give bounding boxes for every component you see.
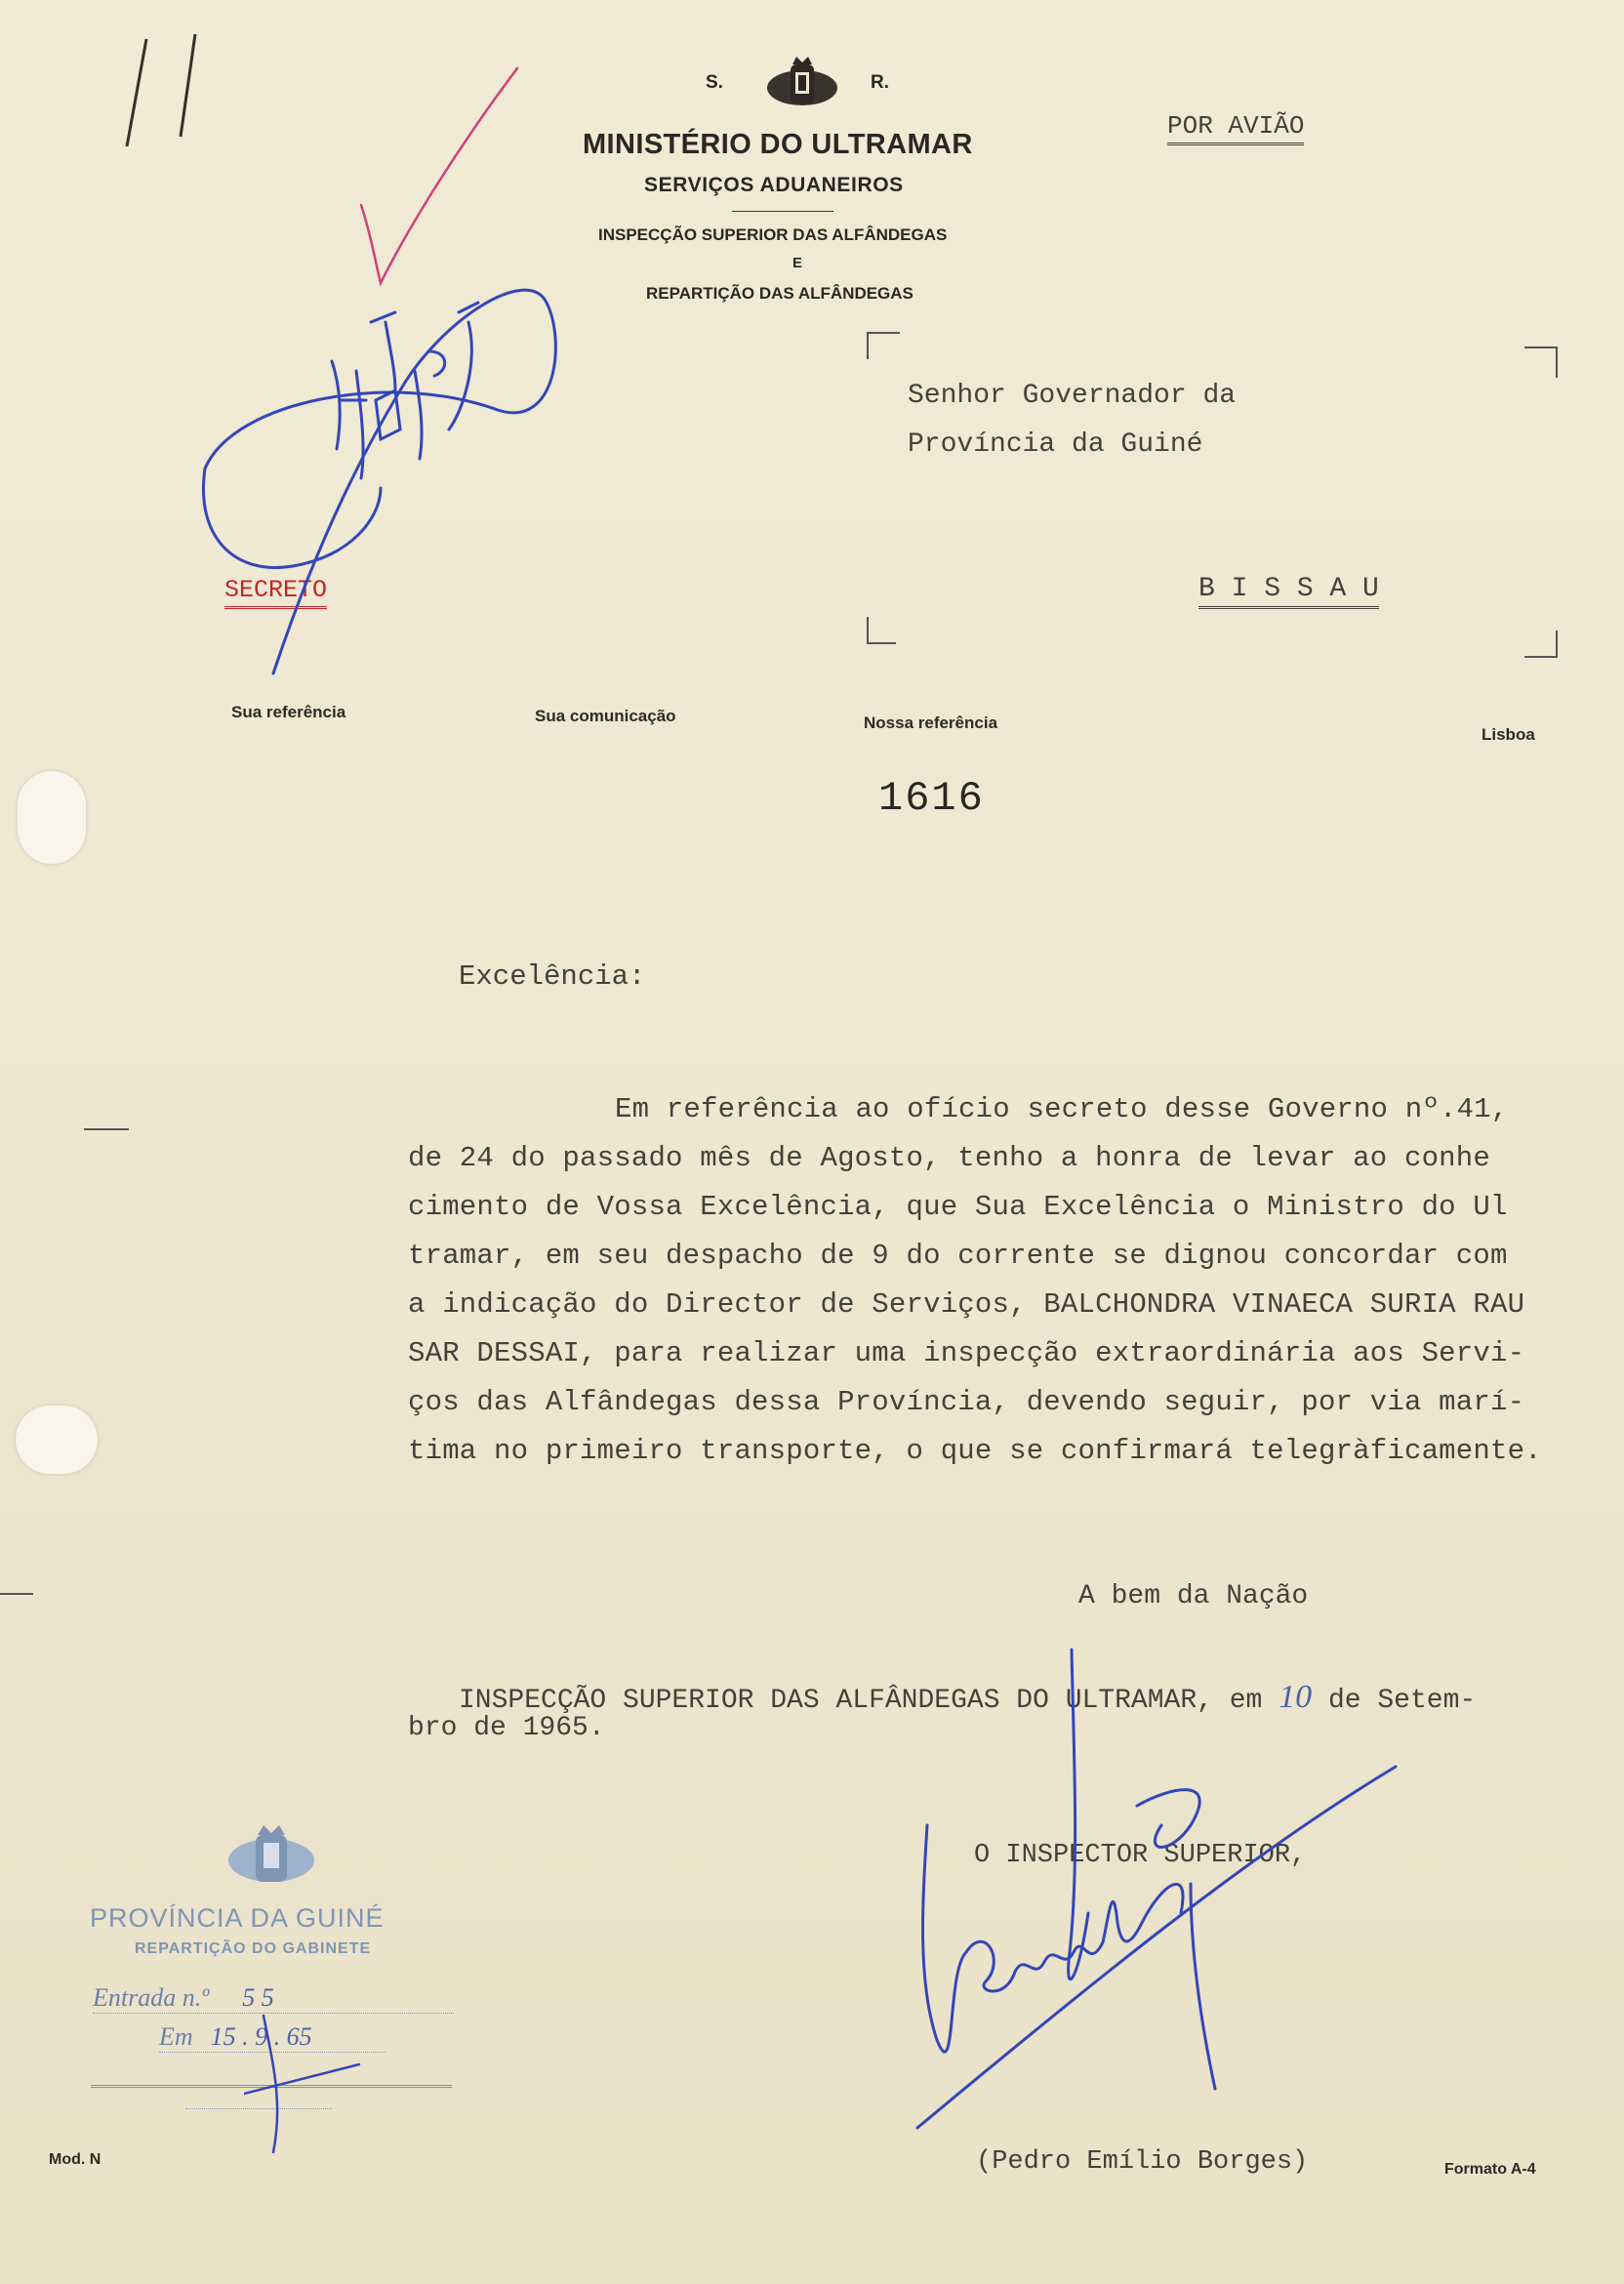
addressee-city: B I S S A U: [1198, 574, 1379, 609]
body-line: de 24 do passado mês de Agosto, tenho a honra de levar ao conhe: [408, 1142, 1490, 1174]
place-date-prefix: INSPECÇÃO SUPERIOR DAS ALFÂNDEGAS DO ULTRAMAR, em: [459, 1686, 1263, 1716]
place-date-line-2: bro de 1965.: [408, 1713, 605, 1743]
stamp-emblem: [223, 1821, 320, 1894]
handwritten-annotation: [195, 264, 586, 693]
classification-mark: SECRETO: [224, 576, 327, 609]
stamp-pen-stroke: [244, 2006, 361, 2162]
mark-s: S.: [706, 72, 723, 93]
header-divider: [732, 211, 833, 212]
fold-mark: [0, 1593, 33, 1595]
label-sua-comunicacao: Sua comunicação: [535, 707, 676, 725]
salutation: Excelência:: [459, 960, 646, 993]
fold-mark: [84, 1128, 129, 1130]
body-line: Em referência ao ofício secreto desse Governo nº.41,: [615, 1093, 1509, 1125]
stamp-entrada-label: Entrada n.º: [93, 1983, 210, 2012]
model-label: Mod. N: [49, 2151, 102, 2168]
filing-marks: [107, 29, 215, 156]
addressee-line-1: Senhor Governador da: [908, 381, 1237, 411]
body-line: tramar, em seu despacho de 9 do corrente se dignou concordar com: [408, 1240, 1508, 1272]
window-corner-tl: [867, 332, 900, 359]
signatory-name: (Pedro Emílio Borges): [976, 2147, 1309, 2177]
stamp-entrada-value: 5 5: [242, 1983, 274, 2012]
stamp-province: PROVÍNCIA DA GUINÉ: [90, 1903, 385, 1933]
signature-title: O INSPECTOR SUPERIOR,: [974, 1841, 1307, 1870]
format-label: Formato A-4: [1444, 2161, 1536, 2178]
department-line-2: REPARTIÇÃO DAS ALFÂNDEGAS: [646, 284, 914, 303]
handwritten-signature: [898, 1630, 1405, 2186]
stamp-em-value: 15 . 9 . 65: [210, 2022, 312, 2051]
air-mail-mark: POR AVIÃO: [1167, 111, 1304, 145]
stamp-office: REPARTIÇÃO DO GABINETE: [135, 1940, 372, 1957]
check-mark: [351, 59, 527, 303]
department-e: E: [792, 255, 803, 271]
body-line: ços das Alfândegas dessa Província, devendo seguir, por via marí-: [408, 1386, 1525, 1418]
place-date-suffix: de Setem-: [1327, 1686, 1477, 1716]
punch-hole: [16, 1406, 98, 1474]
reference-number: 1616: [878, 775, 985, 822]
closing-formula: A bem da Nação: [1078, 1581, 1309, 1611]
window-corner-br: [1524, 631, 1558, 658]
window-corner-tr: [1524, 347, 1558, 378]
punch-hole: [18, 771, 86, 864]
addressee-line-2: Província da Guiné: [908, 429, 1203, 460]
label-lisboa: Lisboa: [1482, 725, 1535, 744]
body-line: tima no primeiro transporte, o que se confirmará telegràficamente.: [408, 1435, 1542, 1467]
label-nossa-referencia: Nossa referência: [864, 714, 998, 732]
stamp-em-label: Em: [159, 2022, 193, 2051]
service-name: SERVIÇOS ADUANEIROS: [644, 174, 904, 196]
label-sua-referencia: Sua referência: [231, 703, 346, 721]
department-line-1: INSPECÇÃO SUPERIOR DAS ALFÂNDEGAS: [598, 225, 948, 244]
handwritten-day: 10: [1279, 1679, 1313, 1715]
coat-of-arms-emblem: [763, 55, 841, 115]
body-line: cimento de Vossa Excelência, que Sua Excelência o Ministro do Ul: [408, 1191, 1508, 1223]
mark-r: R.: [871, 72, 889, 93]
body-line: a indicação do Director de Serviços, BALCHONDRA VINAECA SURIA RAU: [408, 1288, 1525, 1321]
ministry-name: MINISTÉRIO DO ULTRAMAR: [583, 129, 973, 160]
window-corner-bl: [867, 617, 896, 644]
body-line: SAR DESSAI, para realizar uma inspecção extraordinária aos Servi-: [408, 1337, 1525, 1369]
